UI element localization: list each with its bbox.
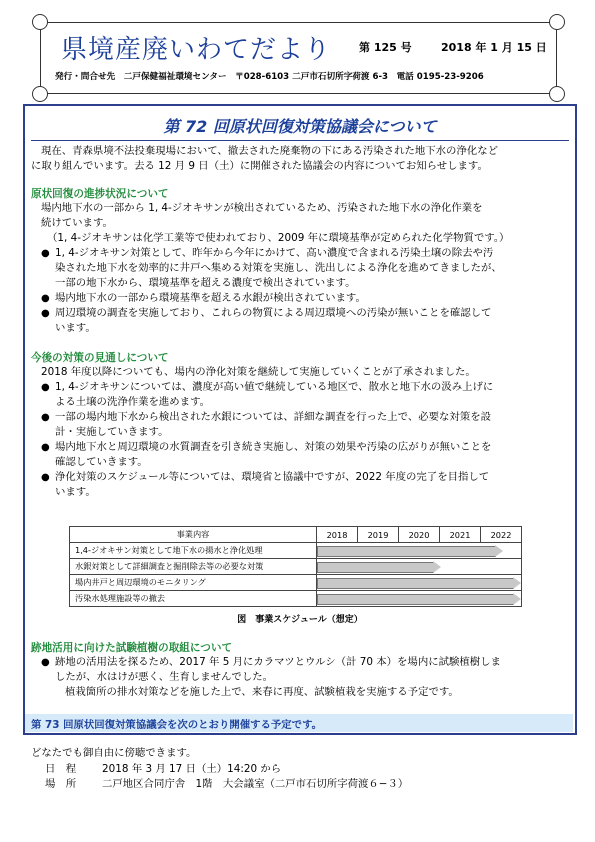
main-article-frame bbox=[23, 104, 577, 735]
schedule-bar-cell bbox=[317, 575, 522, 591]
schedule-bar bbox=[317, 578, 514, 589]
bullet-icon: ● bbox=[41, 472, 50, 483]
intro-line: に取り組んでいます。去る 12 月 9 日（土）に開催された協議会の内容についてお知らせします。 bbox=[31, 160, 488, 172]
section-heading-outlook: 今後の対策の見通しについて bbox=[31, 352, 169, 364]
place-value: 二戸地区合同庁舎 1階 大会議室（二戸市石切所字荷渡６−３） bbox=[102, 778, 409, 790]
bullet-text: 染された地下水を効率的に井戸へ集める対策を実施し、洗出しによる浄化を進めてきましたが、 bbox=[55, 262, 502, 274]
bullet-icon: ● bbox=[41, 657, 50, 668]
schedule-header-label: 事業内容 bbox=[70, 527, 317, 543]
bullet-text: 1, 4-ジオキサンについては、濃度が高い値で継続している地区で、散水と地下水の汲み上げに bbox=[55, 381, 494, 393]
bullet-icon: ● bbox=[41, 442, 50, 453]
schedule-year: 2022 bbox=[481, 527, 522, 543]
bullet-text: 1, 4-ジオキサン対策として、昨年から今年にかけて、高い濃度で含まれる汚染土壌の除去や汚 bbox=[55, 247, 494, 259]
section-paragraph: 2018 年度以降についても、場内の浄化対策を継続して実施していくことが了承されました。 bbox=[41, 366, 476, 378]
schedule-row-label: 水銀対策として詳細調査と掘削除去等の必要な対策 bbox=[70, 559, 317, 575]
bullet-text: 計・実施していきます。 bbox=[55, 426, 169, 438]
next-meeting-heading: 第 73 回原状回復対策協議会を次のとおり開催する予定です。 bbox=[31, 719, 323, 731]
bullet-text: 一部の地下水から、環境基準を超える濃度で検出されています。 bbox=[55, 277, 356, 289]
bullet-icon: ● bbox=[41, 293, 50, 304]
schedule-bar-cell bbox=[317, 543, 522, 559]
section-paragraph: 場内地下水の一部から 1, 4-ジオキサンが検出されているため、汚染された地下水の浄化作業を bbox=[41, 202, 483, 214]
date-value: 2018 年 3 月 17 日（土）14:20 から bbox=[102, 763, 282, 775]
schedule-bar-cell bbox=[317, 591, 522, 607]
bullet-text: 周辺環境の調査を実施しており、これらの物質による周辺環境への汚染が無いことを確認して bbox=[55, 307, 492, 319]
title-divider bbox=[31, 140, 569, 141]
header-banner bbox=[40, 22, 557, 94]
date-label: 日 程 bbox=[45, 763, 77, 775]
bullet-text: 場内地下水の一部から環境基準を超える水銀が検出されています。 bbox=[55, 292, 366, 304]
schedule-table bbox=[69, 526, 522, 607]
schedule-row bbox=[70, 543, 522, 559]
section-heading-tree-planting: 跡地活用に向けた試験植樹の取組について bbox=[31, 642, 233, 654]
bullet-text: 場内地下水と周辺環境の水質調査を引き続き実施し、対策の効果や汚染の広がりが無いことを bbox=[55, 441, 492, 453]
publisher-info: 発行・問合せ先 二戸保健福祉環境センター 〒028-6103 二戸市石切所字荷渡 6-3 電話 0195-23-9206 bbox=[55, 72, 484, 82]
schedule-header-row bbox=[70, 527, 522, 543]
schedule-row bbox=[70, 575, 522, 591]
schedule-row bbox=[70, 591, 522, 607]
section-heading-progress: 原状回復の進捗状況について bbox=[31, 188, 169, 200]
schedule-bar bbox=[317, 546, 496, 557]
bullet-text: 跡地の活用法を探るため、2017 年 5 月にカラマツとウルシ（計 70 本）を場内に試験植樹しま bbox=[55, 656, 501, 668]
schedule-bar bbox=[317, 562, 434, 573]
section-note: （1, 4-ジオキサンは化学工業等で使われており、2009 年に環境基準が定められた化学物質です。） bbox=[47, 232, 510, 244]
bullet-text: 確認していきます。 bbox=[55, 456, 148, 468]
bullet-icon: ● bbox=[41, 412, 50, 423]
place-label: 場 所 bbox=[45, 778, 77, 790]
bullet-text: よる土壌の洗浄作業を進めます。 bbox=[55, 396, 211, 408]
intro-line: 現在、青森県境不法投棄現場において、撤去された廃棄物の下にある汚染された地下水の浄化など bbox=[41, 145, 498, 157]
section-paragraph: 続けています。 bbox=[41, 217, 113, 229]
bullet-icon: ● bbox=[41, 382, 50, 393]
scroll-curl-decoration bbox=[32, 86, 48, 102]
bullet-text: います。 bbox=[55, 322, 96, 334]
issue-date: 2018 年 1 月 15 日 bbox=[441, 41, 547, 54]
schedule-year: 2021 bbox=[440, 527, 481, 543]
scroll-curl-decoration bbox=[32, 14, 48, 30]
bullet-icon: ● bbox=[41, 248, 50, 259]
schedule-bar-cell bbox=[317, 559, 522, 575]
schedule-year: 2019 bbox=[358, 527, 399, 543]
schedule-row-label: 場内井戸と周辺環境のモニタリング bbox=[70, 575, 317, 591]
newsletter-title: 県境産廃いわてだより bbox=[61, 35, 332, 65]
schedule-row bbox=[70, 559, 522, 575]
bullet-text: います。 bbox=[55, 486, 96, 498]
attendance-note: どなたでも御自由に傍聴できます。 bbox=[31, 747, 197, 759]
schedule-bar bbox=[317, 594, 514, 605]
bullet-text: 一部の場内地下水から検出された水銀については、詳細な調査を行った上で、必要な対策を設 bbox=[55, 411, 491, 423]
bullet-text: 植栽箇所の排水対策などを施した上で、来春に再度、試験植栽を実施する予定です。 bbox=[65, 686, 459, 698]
bullet-text: したが、水はけが悪く、生育しませんでした。 bbox=[55, 671, 273, 683]
bullet-icon: ● bbox=[41, 308, 50, 319]
schedule-row-label: 汚染水処理施設等の撤去 bbox=[70, 591, 317, 607]
scroll-curl-decoration bbox=[549, 86, 565, 102]
schedule-row-label: 1,4-ジオキサン対策として地下水の揚水と浄化処理 bbox=[70, 543, 317, 559]
bullet-text: 浄化対策のスケジュール等については、環境省と協議中ですが、2022 年度の完了を目指して bbox=[55, 471, 490, 483]
schedule-caption: 図 事業スケジュール（想定） bbox=[237, 615, 363, 625]
schedule-year: 2020 bbox=[399, 527, 440, 543]
article-title: 第 72 回原状回復対策協議会について bbox=[163, 117, 437, 136]
issue-number: 第 125 号 bbox=[359, 41, 412, 54]
schedule-year: 2018 bbox=[317, 527, 358, 543]
scroll-curl-decoration bbox=[549, 14, 565, 30]
